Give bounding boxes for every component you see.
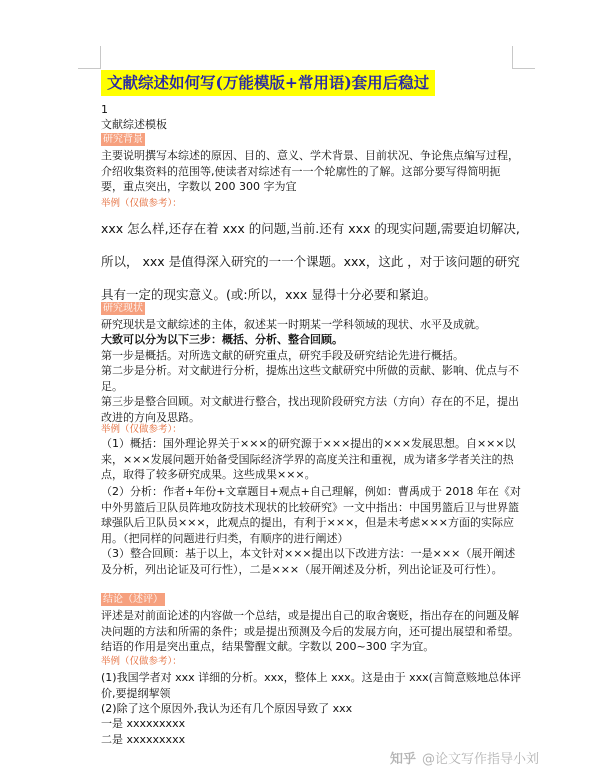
document-title: 文献综述如何写(万能模版+常用语)套用后稳过	[101, 70, 435, 96]
status-step-3: 第三步是整合回顾。对文献进行整合，找出现阶段研究方法（方向）存在的不足，提出改进的方向及思路。	[101, 395, 519, 424]
section-tag-background: 研究背景	[103, 134, 143, 145]
crop-mark-top-right	[512, 46, 535, 69]
conclusion-line-4: 二是 xxxxxxxxx	[101, 733, 186, 746]
document-subtitle: 文献综述模板	[101, 118, 167, 131]
conclusion-example-label: 举例（仅做参考）：	[101, 656, 182, 667]
background-example-label: 举例（仅做参考）：	[101, 198, 182, 209]
conclusion-body: 评述是对前面论述的内容做一个总结，或是提出自己的取舍褒贬，指出存在的问题及解决问题的方法和所需的条件；或是提出预测及今后的发展方向，还可提出展望和希望。结语的作用是突出重点，结果警醒文献。字数以 200~300 字为宜。	[101, 609, 519, 653]
status-example-3: （3）整合回顾：基于以上，本文针对×××提出以下改进方法：一是×××（展开阐述及分析，列出论证及可行性），二是×××（展开阐述及分析，列出论证及可行性）。	[101, 547, 516, 576]
watermark-brand: 知乎	[390, 752, 417, 767]
status-intro: 研究现状是文献综述的主体，叙述某一时期某一学科领域的现状、水平及成就。	[101, 318, 486, 331]
background-body: 主要说明撰写本综述的原因、目的、意义、学术背景、目前状况、争论焦点编写过程，介绍收集资料的范围等,使读者对综述有一一个轮廓性的了解。这部分要写得简明扼要，重点突出，字数以 200 300 字为宜	[101, 149, 519, 193]
zhihu-watermark	[390, 748, 539, 767]
status-step-1: 第一步是概括。对所选文献的研究重点，研究手段及研究结论先进行概括。	[101, 349, 464, 362]
conclusion-line-3: 一是 xxxxxxxxx	[101, 717, 186, 730]
section-tag-status: 研究现状	[103, 303, 143, 314]
status-step-2: 第二步是分析。对文献进行分析，提炼出这些文献研究中所做的贡献、影响、优点与不足。	[101, 364, 519, 393]
background-example: xxx 怎么样,还存在着 xxx 的问题,当前.还有 xxx 的现实问题,需要迫切解决,所以， xxx 是值得深入研究的一一个课题。xxx，这此 ，对于该问题的研究具有一定的现实意义。(或:所以，xxx 显得十分必要和紧迫。	[101, 221, 520, 302]
status-example-label: 举例（仅做参考）：	[101, 424, 182, 435]
status-example-2: （2）分析：作者+年份+文章题目+观点+自己理解，例如：曹禹成于 2018 年在《对中外男篮后卫队员阵地攻防技术现状的比较研究》一文中指出：中国男篮后卫与世界篮球强队后卫队员×××，此观点的提出，有利于×××，但是未考虑×××方面的实际应用。（把同样的问题进行归类，有顺序的进行阐述）	[101, 485, 521, 545]
status-bold-line: 大致可以分为以下三步：概括、分析、整合回顾。	[101, 333, 343, 346]
section-number: 1	[101, 103, 108, 116]
crop-mark-top-left	[78, 46, 101, 69]
conclusion-line-2: (2)除了这个原因外,我认为还有几个原因导致了 xxx	[101, 702, 353, 715]
watermark-author: @论文写作指导小刘	[422, 752, 540, 767]
section-tag-conclusion: 结论（述评）	[103, 594, 163, 605]
conclusion-line-1: (1)我国学者对 xxx 详细的分析。xxx，整体上 xxx。这是由于 xxx(言简意赅地总体评价,要提纲挈领	[101, 671, 521, 700]
status-example-1: （1）概括：国外理论界关于×××的研究源于×××提出的×××发展思想。自×××以来，×××发展问题开始备受国际经济学界的高度关注和重视，成为诸多学者关注的热点，取得了较多研究成果。这些成果×××。	[101, 437, 516, 481]
